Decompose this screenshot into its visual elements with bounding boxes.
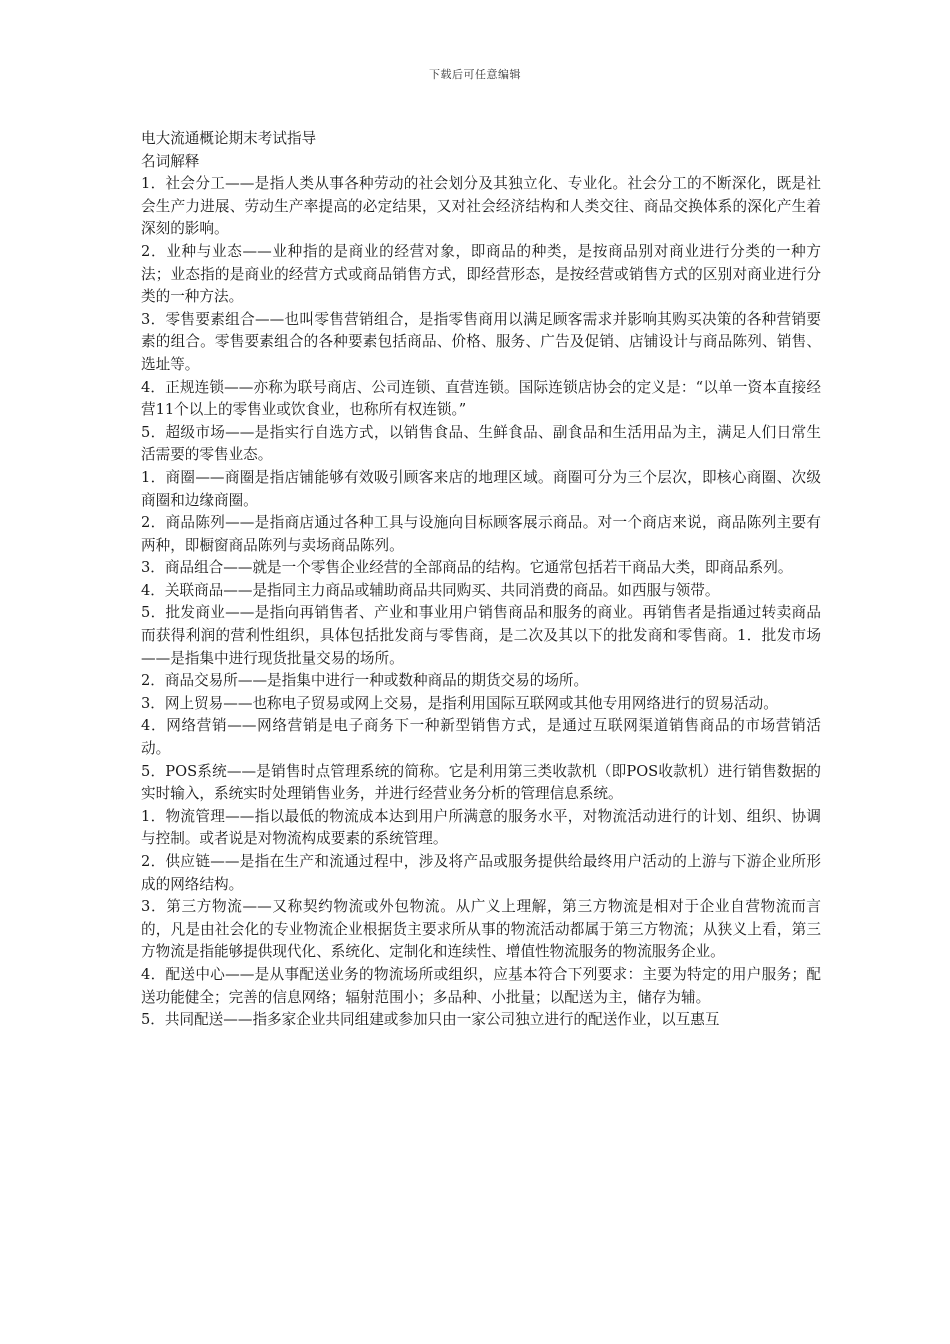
term-entry: 3．商品组合——就是一个零售企业经营的全部商品的结构。它通常包括若干商品大类，即商品系列。	[141, 559, 793, 577]
term-entry: 3．网上贸易——也称电子贸易或网上交易，是指利用国际互联网或其他专用网络进行的贸易活动。	[141, 694, 778, 712]
document-title: 电大流通概论期末考试指导	[141, 130, 317, 147]
term-entry: 4．配送中心——是从事配送业务的物流场所或组织，应基本符合下列要求：主要为特定的用户服务；配送功能健全；完善的信息网络；辐射范围小；多品种、小批量；以配送为主，储存为辅。	[141, 965, 821, 1006]
document-body	[141, 128, 821, 1032]
term-entry: 1．物流管理——指以最低的物流成本达到用户所满意的服务水平，对物流活动进行的计划、组织、协调与控制。或者说是对物流构成要素的系统管理。	[141, 807, 821, 848]
term-entry: 3．零售要素组合——也叫零售营销组合，是指零售商用以满足顾客需求并影响其购买决策的各种营销要素的组合。零售要素组合的各种要素包括商品、价格、服务、广告及促销、店铺设计与商品陈列、销售、选址等。	[141, 310, 821, 373]
term-entry: 4．正规连锁——亦称为联号商店、公司连锁、直营连锁。国际连锁店协会的定义是：“以单一资本直接经营11个以上的零售业或饮食业，也称所有权连锁。”	[141, 378, 821, 419]
term-entry: 2．业种与业态——业种指的是商业的经营对象，即商品的种类，是按商品别对商业进行分类的一种方法；业态指的是商业的经营方式或商品销售方式，即经营形态，是按经营或销售方式的区别对商业进行分类的一种方法。	[141, 242, 821, 306]
term-entry: 4．网络营销——网络营销是电子商务下一种新型销售方式，是通过互联网渠道销售商品的市场营销活动。	[141, 717, 821, 758]
section-heading: 名词解释	[141, 152, 200, 170]
term-entry: 2．商品陈列——是指商店通过各种工具与设施向目标顾客展示商品。对一个商店来说，商品陈列主要有两种，即橱窗商品陈列与卖场商品陈列。	[141, 514, 821, 554]
term-entry: 5．批发商业——是指向再销售者、产业和事业用户销售商品和服务的商业。再销售者是指通过转卖商品而获得利润的营利性组织，具体包括批发商与零售商，是二次及其以下的批发商和零售商。1．批发市场——是指集中进行现货批量交易的场所。	[141, 604, 821, 667]
term-entry: 3．第三方物流——又称契约物流或外包物流。从广义上理解，第三方物流是相对于企业自营物流而言的，凡是由社会化的专业物流企业根据货主要求所从事的物流活动都属于第三方物流；从狭义上看，第三方物流是指能够提供现代化、系统化、定制化和连续性、增值性物流服务的物流服务企业。	[141, 898, 821, 961]
term-entry: 4．关联商品——是指同主力商品或辅助商品共同购买、共同消费的商品。如西服与领带。	[141, 581, 720, 599]
header-note: 下载后可任意编辑	[429, 68, 521, 81]
term-entry: 2．供应链——是指在生产和流通过程中，涉及将产品或服务提供给最终用户活动的上游与下游企业所形成的网络结构。	[141, 853, 821, 893]
term-entry: 5．超级市场——是指实行自选方式，以销售食品、生鲜食品、副食品和生活用品为主，满足人们日常生活需要的零售业态。	[141, 423, 821, 464]
term-entry: 2．商品交易所——是指集中进行一种或数种商品的期货交易的场所。	[141, 672, 589, 690]
term-entry: 1．商圈——商圈是指店铺能够有效吸引顾客来店的地理区域。商圈可分为三个层次，即核心商圈、次级商圈和边缘商圈。	[141, 468, 821, 509]
term-entry: 5．POS系统——是销售时点管理系统的简称。它是利用第三类收款机（即POS收款机）进行销售数据的实时输入，系统实时处理销售业务，并进行经营业务分析的管理信息系统。	[141, 762, 821, 803]
term-entry: 1．社会分工——是指人类从事各种劳动的社会划分及其独立化、专业化。社会分工的不断深化，既是社会生产力进展、劳动生产率提高的必定结果，又对社会经济结构和人类交往、商品交换体系的深化产生着深刻的影响。	[141, 175, 821, 238]
term-entry: 5．共同配送——指多家企业共同组建或参加只由一家公司独立进行的配送作业，以互惠互	[141, 1011, 720, 1029]
